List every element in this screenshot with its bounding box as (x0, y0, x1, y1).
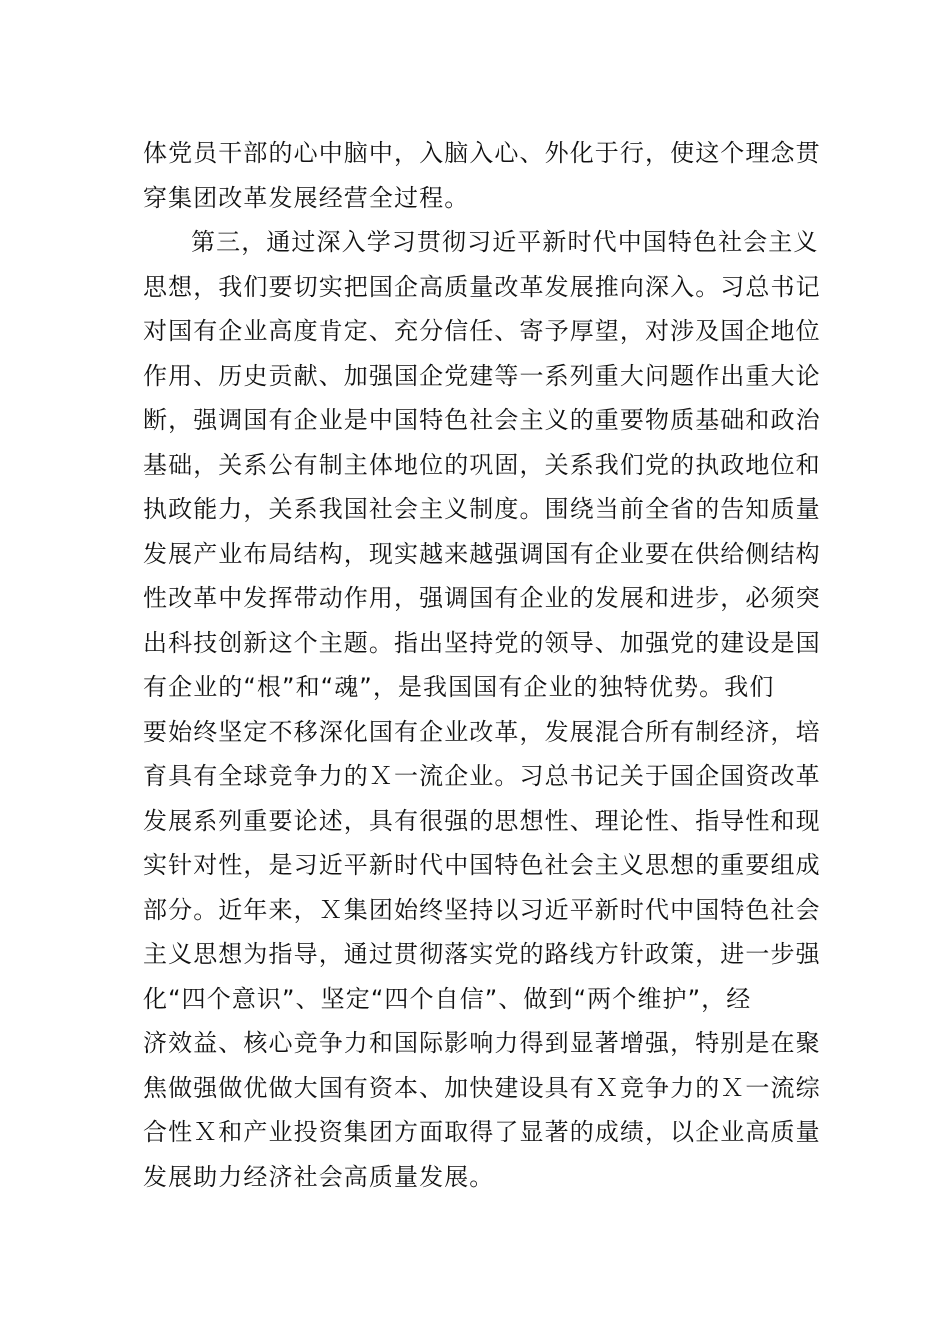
text-line: 主义思想为指导，通过贯彻落实党的路线方针政策，进一步强 (143, 940, 821, 968)
text-line: 断，强调国有企业是中国特色社会主义的重要物质基础和政治 (143, 406, 821, 434)
text-line: 部分。近年来，Ｘ集团始终坚持以习近平新时代中国特色社会 (143, 895, 821, 924)
text-line: 发展产业布局结构，现实越来越强调国有企业要在供给侧结构 (143, 539, 821, 568)
text-line: 性改革中发挥带动作用，强调国有企业的发展和进步，必须突 (143, 584, 821, 612)
text-line: 要始终坚定不移深化国有企业改革，发展混合所有制经济，培 (143, 717, 821, 746)
paragraph-2 (143, 220, 821, 1199)
text-line: 穿集团改革发展经营全过程。 (143, 183, 470, 212)
text-line: 发展系列重要论述，具有很强的思想性、理论性、指导性和现 (143, 806, 821, 835)
text-line: 执政能力，关系我国社会主义制度。围绕当前全省的告知质量 (143, 495, 821, 523)
text-line: 育具有全球竞争力的Ｘ一流企业。习总书记关于国企国资改革 (143, 762, 821, 790)
text-line: 合性Ｘ和产业投资集团方面取得了显著的成绩，以企业高质量 (143, 1118, 821, 1146)
text-line: 作用、历史贡献、加强国企党建等一系列重大问题作出重大论 (143, 361, 821, 390)
document-body (143, 131, 821, 1199)
text-line: 对国有企业高度肯定、充分信任、寄予厚望，对涉及国企地位 (143, 317, 821, 345)
text-line: 思想，我们要切实把国企高质量改革发展推向深入。习总书记 (143, 272, 821, 301)
text-line: 有企业的“根”和“魂”，是我国国有企业的独特优势。我们 (143, 673, 775, 701)
text-line: 发展助力经济社会高质量发展。 (143, 1162, 495, 1191)
text-line: 出科技创新这个主题。指出坚持党的领导、加强党的建设是国 (143, 628, 821, 657)
paragraph-1 (143, 131, 821, 220)
text-line: 化“四个意识”、坚定“四个自信”、做到“两个维护”，经 (143, 984, 752, 1013)
text-line: 第三，通过深入学习贯彻习近平新时代中国特色社会主义 (191, 228, 819, 256)
text-line: 基础，关系公有制主体地位的巩固，关系我们党的执政地位和 (143, 450, 821, 479)
text-line: 体党员干部的心中脑中，入脑入心、外化于行，使这个理念贯 (143, 139, 821, 167)
text-line: 济效益、核心竞争力和国际影响力得到显著增强，特别是在聚 (143, 1029, 821, 1057)
text-line: 实针对性，是习近平新时代中国特色社会主义思想的重要组成 (143, 851, 821, 879)
text-line: 焦做强做优做大国有资本、加快建设具有Ｘ竞争力的Ｘ一流综 (143, 1073, 821, 1102)
